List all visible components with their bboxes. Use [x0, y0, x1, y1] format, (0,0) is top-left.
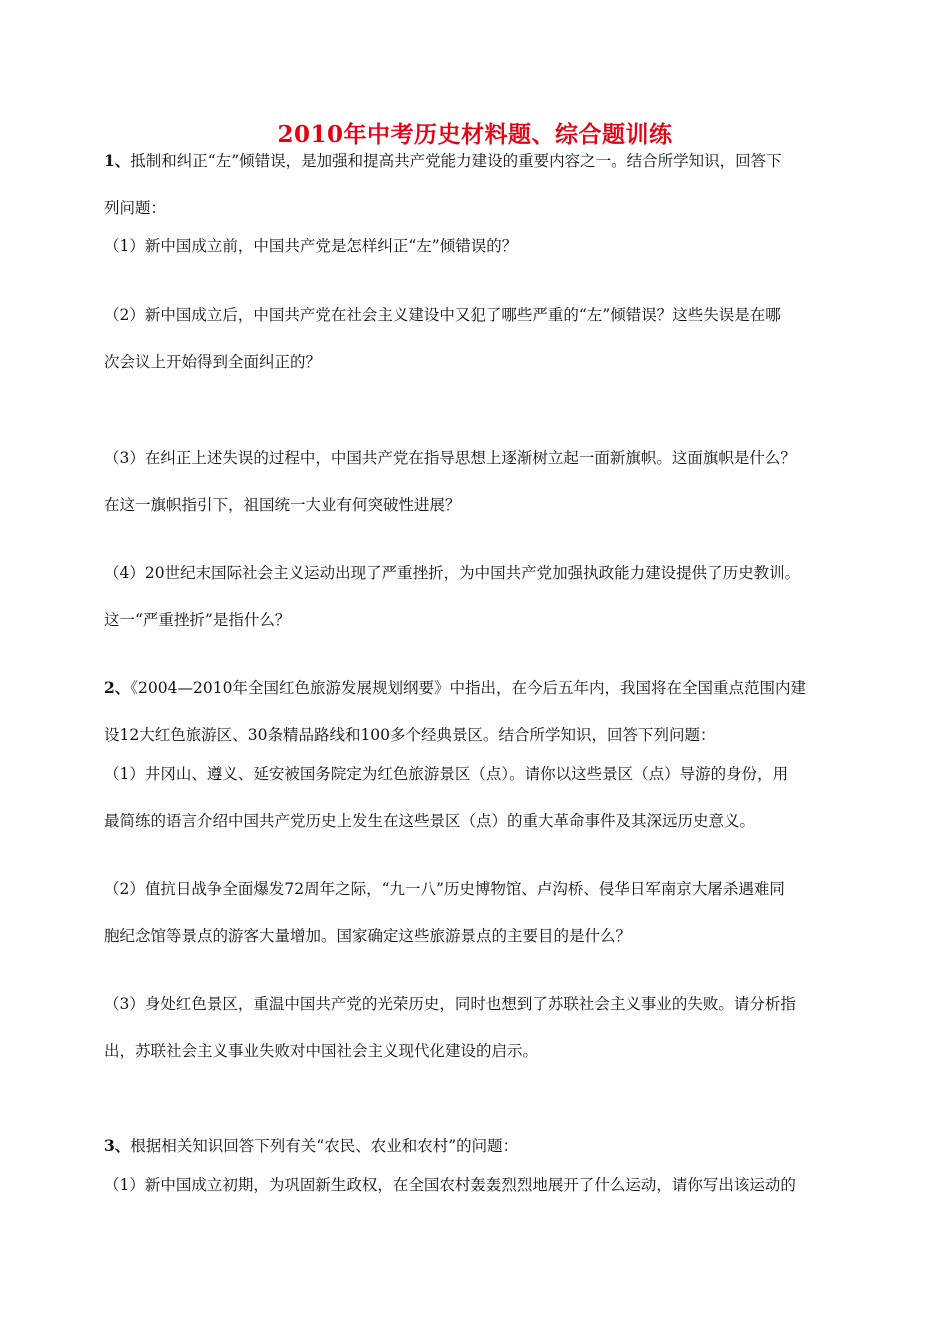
- q1-number: 1、: [104, 151, 131, 170]
- q1-sub-3-line-1: （3）在纠正上述失误的过程中，中国共产党在指导思想上逐渐树立起一面新旗帜。这面旗帜是什么？: [104, 449, 796, 467]
- document-title: 2010年中考历史材料题、综合题训练: [277, 121, 673, 148]
- q2-number: 2、: [104, 678, 131, 697]
- q2-sub-2-line-2: 胞纪念馆等景点的游客大量增加。国家确定这些旅游景点的主要目的是什么？: [104, 927, 632, 945]
- q1-intro-line-1: [104, 151, 848, 171]
- q2-sub-2-line-1: （2）值抗日战争全面爆发72周年之际，“九一八”历史博物馆、卢沟桥、侵华日军南京大屠杀遇难同: [104, 880, 785, 898]
- q1-sub-1: （1）新中国成立前，中国共产党是怎样纠正“左”倾错误的？: [104, 237, 518, 255]
- q2-intro-text-1: 《2004—2010年全国红色旅游发展规划纲要》中指出，在今后五年内，我国将在全国重点范围内建: [130, 679, 806, 697]
- q3-sub-1-line-1: （1）新中国成立初期，为巩固新生政权，在全国农村轰轰烈烈地展开了什么运动，请你写出该运动的: [104, 1176, 796, 1194]
- q3-intro-line-1: [104, 1136, 848, 1156]
- q1-intro-line-2: 列问题：: [104, 199, 167, 217]
- q2-intro-line-2: 设12大红色旅游区、30条精品路线和100多个经典景区。结合所学知识，回答下列问题：: [104, 726, 716, 744]
- q2-sub-3-line-1: （3）身处红色景区，重温中国共产党的光荣历史，同时也想到了苏联社会主义事业的失败。请分析指: [104, 995, 796, 1013]
- q2-intro-line-1: [104, 678, 848, 698]
- q2-sub-1-line-1: （1）井冈山、遵义、延安被国务院定为红色旅游景区（点）。请你以这些景区（点）导游的身份，用: [104, 765, 789, 783]
- q1-sub-4-line-1: （4）20世纪末国际社会主义运动出现了严重挫折，为中国共产党加强执政能力建设提供了历史教训。: [104, 564, 801, 582]
- q1-sub-2-line-1: （2）新中国成立后，中国共产党在社会主义建设中又犯了哪些严重的“左”倾错误？这些失误是在哪: [104, 306, 781, 324]
- q2-sub-1-line-2: 最简练的语言介绍中国共产党历史上发生在这些景区（点）的重大革命事件及其深远历史意义。: [104, 812, 756, 830]
- q3-number: 3、: [104, 1136, 131, 1155]
- q1-sub-2-line-2: 次会议上开始得到全面纠正的？: [104, 353, 322, 371]
- q1-intro-text-1: 抵制和纠正“左”倾错误，是加强和提高共产党能力建设的重要内容之一。结合所学知识，回答下: [130, 152, 782, 170]
- q3-intro-text-1: 根据相关知识回答下列有关“农民、农业和农村”的问题：: [130, 1137, 519, 1155]
- q1-sub-3-line-2: 在这一旗帜指引下，祖国统一大业有何突破性进展？: [104, 496, 461, 514]
- q1-sub-4-line-2: 这一“严重挫折”是指什么？: [104, 611, 291, 629]
- q2-sub-3-line-2: 出，苏联社会主义事业失败对中国社会主义现代化建设的启示。: [104, 1042, 539, 1060]
